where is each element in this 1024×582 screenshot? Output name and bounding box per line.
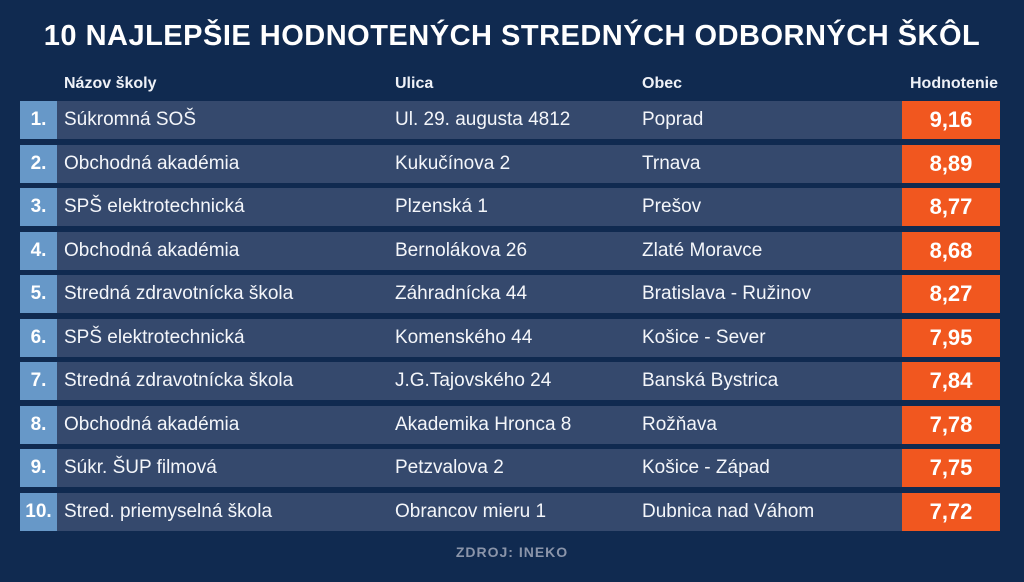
rank-badge: 2. [20,145,57,183]
rating-badge: 7,75 [902,449,1000,487]
street-cell: Akademika Hronca 8 [395,406,642,444]
rank-badge: 5. [20,275,57,313]
school-name-cell: Obchodná akadémia [57,232,395,270]
school-name-cell: Stredná zdravotnícka škola [57,362,395,400]
rank-badge: 9. [20,449,57,487]
school-name-cell: Obchodná akadémia [57,145,395,183]
school-name-cell: SPŠ elektrotechnická [57,319,395,357]
school-name-cell: Obchodná akadémia [57,406,395,444]
city-cell: Dubnica nad Váhom [642,493,902,531]
rating-badge: 7,78 [902,406,1000,444]
city-cell: Prešov [642,188,902,226]
city-cell: Zlaté Moravce [642,232,902,270]
column-header-street: Ulica [395,75,434,92]
city-cell: Košice - Sever [642,319,902,357]
street-cell: Kukučínova 2 [395,145,642,183]
rank-badge: 4. [20,232,57,270]
table-header [20,72,1000,96]
rank-badge: 3. [20,188,57,226]
table-row [20,101,1000,139]
street-cell: Komenského 44 [395,319,642,357]
column-header-rating: Hodnotenie [910,75,998,92]
rating-badge: 8,27 [902,275,1000,313]
rating-badge: 7,72 [902,493,1000,531]
rating-badge: 8,89 [902,145,1000,183]
rating-badge: 8,68 [902,232,1000,270]
city-cell: Trnava [642,145,902,183]
table-row [20,449,1000,487]
rank-badge: 8. [20,406,57,444]
rating-badge: 7,84 [902,362,1000,400]
street-cell: Záhradnícka 44 [395,275,642,313]
street-cell: Petzvalova 2 [395,449,642,487]
school-name-cell: Súkromná SOŠ [57,101,395,139]
rank-badge: 1. [20,101,57,139]
table-body [0,101,1024,536]
table-row [20,406,1000,444]
rank-badge: 10. [20,493,57,531]
city-cell: Banská Bystrica [642,362,902,400]
table-row [20,145,1000,183]
rating-badge: 9,16 [902,101,1000,139]
rank-badge: 7. [20,362,57,400]
street-cell: Bernolákova 26 [395,232,642,270]
source-credit: ZDROJ: INEKO [455,544,569,560]
city-cell: Bratislava - Ružinov [642,275,902,313]
rating-badge: 8,77 [902,188,1000,226]
street-cell: Ul. 29. augusta 4812 [395,101,642,139]
table-row [20,275,1000,313]
school-name-cell: Stred. priemyselná škola [57,493,395,531]
city-cell: Rožňava [642,406,902,444]
street-cell: J.G.Tajovského 24 [395,362,642,400]
rank-badge: 6. [20,319,57,357]
city-cell: Košice - Západ [642,449,902,487]
school-name-cell: SPŠ elektrotechnická [57,188,395,226]
school-name-cell: Súkr. ŠUP filmová [57,449,395,487]
table-row [20,493,1000,531]
table-row [20,188,1000,226]
rating-badge: 7,95 [902,319,1000,357]
school-name-cell: Stredná zdravotnícka škola [57,275,395,313]
table-row [20,362,1000,400]
column-header-name: Názov školy [64,75,157,92]
table-row [20,232,1000,270]
street-cell: Obrancov mieru 1 [395,493,642,531]
city-cell: Poprad [642,101,902,139]
table-row [20,319,1000,357]
page-title: 10 NAJLEPŠIE HODNOTENÝCH STREDNÝCH ODBORNÝCH ŠKÔL [43,20,981,52]
street-cell: Plzenská 1 [395,188,642,226]
column-header-city: Obec [642,75,683,92]
